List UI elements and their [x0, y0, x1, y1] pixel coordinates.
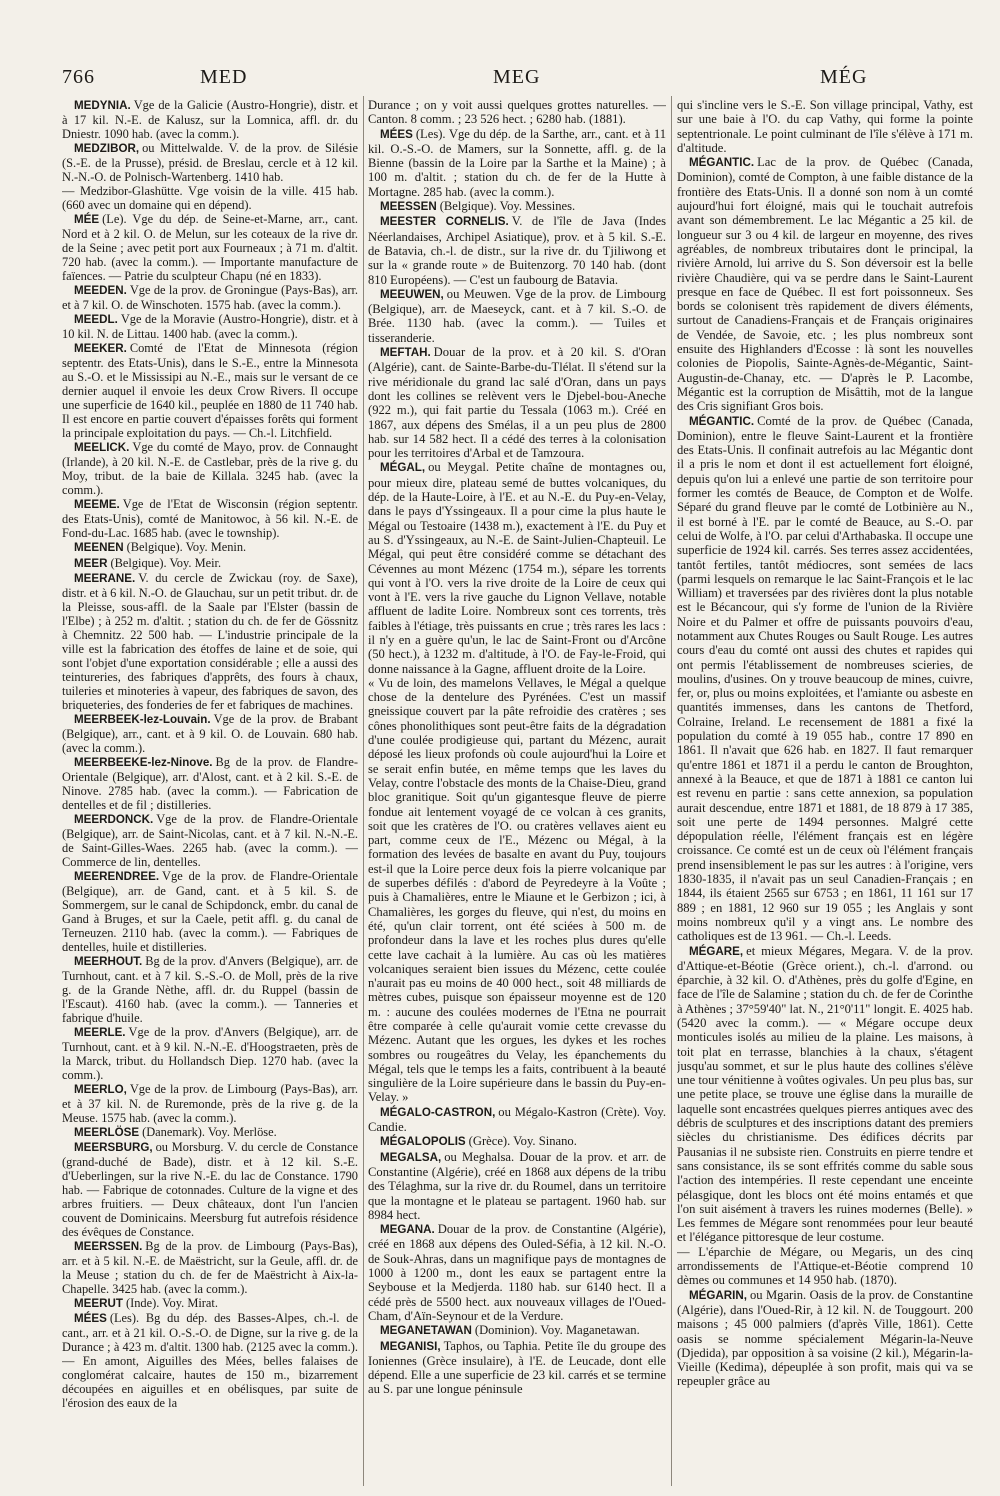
entry-headword: MEEDEN. — [74, 284, 127, 298]
entry-text: V. de l'île de Java (Indes Néerlandaises, Archipel Asiatique), prov. et à 5 kil. S.-E. de Batavia, ch.-l. de distr., sur la rive dr. du Tjiliwong et sur la « grande route » de Buitenzorg. 70 140 hab. (dont 810 Européens). — C'est un faubourg de Batavia. — [368, 214, 666, 287]
entry-text: (Danemark). Voy. Merlöse. — [142, 1125, 277, 1140]
entry-text: — L'éparchie de Mégare, ou Megaris, un des cinq arrondissements de l'Attique-et-Béotie comprend 10 dèmes ou communes et 14 950 hab. (1870). — [677, 1244, 973, 1288]
entry-text: — Medzibor-Glashütte. Vge voisin de la ville. 415 hab. (660 avec un domaine qui en dépend). — [62, 184, 358, 213]
dictionary-entry — [62, 712, 358, 755]
dictionary-entry — [62, 755, 358, 812]
entry-headword: MEERLO, — [74, 1083, 127, 1097]
entry-headword: MEERHOUT. — [74, 954, 143, 968]
dictionary-entry — [62, 1140, 358, 1239]
dictionary-entry — [62, 312, 358, 341]
entry-headword: MEFTAH. — [380, 346, 431, 360]
entry-headword: MEERSBURG, — [74, 1141, 153, 1155]
entry-headword: MEERBEEK-lez-Louvain. — [74, 712, 211, 726]
dictionary-entry — [368, 1323, 666, 1338]
entry-headword: MEGANETAWAN — [380, 1324, 472, 1338]
entry-text: Vge de la prov. d'Anvers (Belgique), arr. de Turnhout, cant. et à 9 kil. N.-N.-E. d'Hoogstraeten, près de la Marck, tribut. du Hollandsch Diep. 1270 hab. (avec la comm.). — [62, 1025, 358, 1083]
entry-text: Vge de la prov. de Groningue (Pays-Bas), arr. et à 7 kil. O. de Winschoten. 1575 hab. (avec la comm.). — [62, 283, 358, 313]
entry-headword: MÉES — [74, 1312, 107, 1326]
entry-text: Vge de la prov. de Limbourg (Pays-Bas), arr. et à 37 kil. N. de Ruremonde, près de la rive g. de la Meuse. 1575 hab. (avec la comm.). — [62, 1082, 358, 1126]
dictionary-entry — [368, 460, 666, 675]
entry-headword: MÉGARIN, — [689, 1288, 747, 1302]
column-rule-1 — [363, 96, 364, 1486]
dictionary-entry — [368, 199, 666, 214]
entry-text: ou Morsburg. V. du cercle de Constance (grand-duché de Bade), distr. et à 12 kil. S.-E. d'Ueberlingen, sur la rive N.-E. du lac de Constance. 1790 hab. — Fabrique de cotonnades. Culture de la vigne et des arbres fruitiers. — Deux châteaux, dont l'un l'ancien couvent de Dominicains. Meersburg fut autrefois résidence des évêques de Constance. — [62, 1140, 358, 1240]
entry-text: (Belgique). Voy. Meir. — [110, 555, 222, 570]
dictionary-entry — [677, 944, 973, 1245]
entry-headword: MEGANISI, — [380, 1339, 441, 1353]
entry-text: Vge de la prov. de Brabant (Belgique), arr., cant. et à 9 kil. O. de Louvain. 680 hab. (avec la comm.). — [62, 711, 358, 755]
entry-headword: MEEDL. — [74, 313, 118, 327]
dictionary-entry — [368, 345, 666, 460]
dictionary-entry — [62, 869, 358, 954]
entry-text: qui s'incline vers le S.-E. Son village principal, Vathy, est sur une baie à l'O. du cap Vathy, qui forme la pointe septentrionale. Le point culminant de l'île s'élève à 171 m. d'altitude. — [677, 98, 973, 155]
entry-text: Vge de la Moravie (Austro-Hongrie), distr. et à 10 kil. N. de Littau. 1400 hab. (avec la comm.). — [62, 312, 358, 342]
dictionary-entry — [368, 214, 666, 286]
dictionary-entry — [62, 212, 358, 283]
entry-headword: MÉES — [380, 127, 413, 141]
column-rule-2 — [671, 96, 672, 1486]
entry-text: Taphos, ou Taphia. Petite île du groupe des Ioniennes (Grèce insulaire), à l'E. de Leucade, dont elle dépend. Elle a une superficie de 23 kil. carrés et se termine au S. par une longue péninsule — [368, 1338, 666, 1397]
entry-headword: MEESTER CORNELIS. — [380, 215, 509, 229]
entry-text: Vge de la prov. de Flandre-Orientale (Belgique), arr. de Saint-Nicolas, cant. et à 7 kil. N.-N.-E. de Saint-Gilles-Waes. 2265 hab. (avec la comm.). — Commerce de lin, dentelles. — [62, 811, 358, 869]
entry-text: (Les). Bg du dép. des Basses-Alpes, ch.-l. de cant., arr. et à 21 kil. O.-S.-O. de Digne, sur la rive g. de la Durance ; à 423 m. d'altit. 1300 hab. (2125 avec la comm.). — En amont, Aiguilles des Mées, belles falaises de conglomérat calcaire, hautes de 150 m., bizarrement découpées en aiguilles et en obélisques, par suite de l'érosion des eaux de la — [62, 1311, 358, 1411]
entry-text: (Les). Vge du dép. de la Sarthe, arr., cant. et à 11 kil. O.-S.-O. de Mamers, sur la Sonnette, affl. g. de la Bienne (bassin de la Loire par la Sarthe et la Maine) ; à 100 m. d'altit. ; station du ch. de fer de la Hutte à Mortagne. 285 hab. (avec la comm.). — [368, 126, 666, 199]
entry-text: Lac de la prov. de Québec (Canada, Dominion), comté de Compton, à une faible distance de la frontière des Etats-Unis. Il a donné son nom à un comté aujourd'hui fort éloigné, mais qui le touchait autrefois avant son démembrement. Le lac Mégantic a 25 kil. de longueur sur 3 ou 4 kil. de largeur en moyenne, des rives agréables, de nombreux tributaires dont le principal, la rivière Arnold, lui arrive du S. Son déversoir est la belle rivière Chaudière, qui va se perdre dans le Saint-Laurent presque en face de Québec. Il est fort poissonneux. Ses bords se colonisent très rapidement de divers éléments, surtout de Canadiens-Français et de Français originaires de Vendée, de Savoie, etc. ; les plus nombreux sont ensuite des Highlanders d'Ecosse : là sont les nouvelles colonies de Piopolis, Sainte-Agnès-de-Mégantic, Saint-Augustin-de-Chanay, etc. — D'après le P. Lacombe, Mégantic est la corruption de Misâttih, mot de la langue des Cris signifiant Gros bois. — [677, 155, 973, 414]
entry-text: ou Meghalsa. Douar de la prov. et arr. de Constantine (Algérie), créé en 1868 aux dépens de la tribu des Télaghma, sur la rive dr. du Roumel, dans un territoire que la montagne et le plateau se partagent. 1960 hab. sur 8984 hect. — [368, 1149, 666, 1222]
entry-headword: MEERANE. — [74, 571, 136, 585]
entry-text: Vge du comté de Mayo, prov. de Connaught (Irlande), à 20 kil. N.-E. de Castlebar, près de la rive g. du Moy, tribut. de la baie de Killala. 3245 hab. (avec la comm.). — [62, 440, 358, 498]
text-column-1 — [62, 98, 358, 1483]
entry-text: et mieux Mégares, Megara. V. de la prov. d'Attique-et-Béotie (Grèce orient.), ch.-l. d'arrond. ou éparchie, à 32 kil. O. d'Athènes, près du golfe d'Egine, en face de l'île de Salamine ; station du ch. de fer de Corinthe à Athènes ; 37°59'40" lat. N., 21°0'11" longit. E. 4025 hab. (5420 avec la comm.). — « Mégare occupe deux monticules isolés au milieu de la plaine. Les maisons, à toit plat en terrasse, blanchies à la chaux, s'étagent jusqu'au sommet, et sur le plus haute des collines s'élève une tour vénitienne à voûtes ogivales. Un peu plus bas, sur une petite place, se trouve une église dans la muraille de laquelle sont encastrées quelques pierres antiques avec des débris de sculptures et des inscriptions datant des premiers siècles du christianisme. Des édifices décrits par Pausanias il ne subsiste rien. Construits en pierre tendre et sans consistance, ils se sont effrités comme du sable sous l'action des intempéries. Il reste cependant une enceinte pélasgique, dont les blocs ont été moins entamés et que l'on suit aisément à travers les ruines modernes (Belle). » Les femmes de Mégare sont renommées pour leur beauté et l'élégance pittoresque de leur costume. — [677, 943, 973, 1245]
dictionary-entry — [62, 1296, 358, 1311]
dictionary-entry — [677, 98, 973, 155]
dictionary-entry — [62, 1311, 358, 1410]
entry-headword: MEERDONCK. — [74, 812, 154, 826]
dictionary-entry — [62, 556, 358, 571]
entry-headword: MEEKER. — [74, 342, 127, 356]
running-head-center: MEG — [493, 66, 541, 88]
entry-headword: MEERLÖSE — [74, 1126, 140, 1140]
entry-headword: MÉGAL, — [380, 461, 426, 475]
entry-text: Vge de la prov. de Flandre-Orientale (Belgique), arr. de Gand, cant. et à 5 kil. S. de Sommergem, sur le canal de Schipdonck, embr. du canal de Gand à Bruges, et sur la Caele, petit affl. g. du canal de Terneuzen. 2110 hab. (avec la comm.). — Fabriques de dentelles, huile et distilleries. — [62, 868, 358, 954]
entry-headword: MEELICK. — [74, 441, 130, 455]
entry-headword: MÉGANTIC. — [689, 414, 755, 428]
dictionary-entry — [677, 1245, 973, 1288]
dictionary-entry — [62, 98, 358, 141]
entry-headword: MEERBEEKE-lez-Ninove. — [74, 755, 213, 769]
dictionary-entry — [62, 341, 358, 440]
entry-headword: MEERUT — [74, 1297, 123, 1311]
entry-headword: MÉGARE, — [689, 944, 744, 958]
dictionary-entry — [62, 497, 358, 540]
entry-text: Douar de la prov. de Constantine (Algérie), créé en 1868 aux dépens des Ouled-Séfia, à 12 kil. N.-O. de Souk-Ahras, dans un magnifique pays de montagnes de 1000 à 1200 m., dont les eaux se partagent entre la Seybouse et la Medjerda. 1180 hab. sur 6140 hect. Il a cédé près de 5500 hect. aux nouveaux villages de l'Oued-Cham, d'Aïn-Seynour et de la Verdure. — [368, 1222, 666, 1323]
dictionary-entry — [368, 98, 666, 127]
dictionary-entry — [368, 1222, 666, 1323]
entry-text: Comté de l'Etat de Minnesota (région septentr. des Etats-Unis), dans le S.-E., entre la Minnesota au S.-O. et le Mississipi au N.-E., mais sur le versant de ce dernier auquel il envoie les deux Crow Rivers. Il occupe une superficie de 1640 kil., peuplée en 1880 de 11 740 hab. Il est encore en partie couvert d'épaisses forêts qui forment la principale exploitation du pays. — Ch.-l. Litchfield. — [62, 341, 358, 441]
entry-headword: MEEME. — [74, 498, 120, 512]
entry-text: (Grèce). Voy. Sinano. — [468, 1134, 577, 1149]
entry-text: (Inde). Voy. Mirat. — [125, 1296, 218, 1311]
entry-headword: MEGALSA, — [380, 1150, 442, 1164]
entry-text: Bg de la prov. d'Anvers (Belgique), arr. de Turnhout, cant. et à 7 kil. S.-S.-O. de Moll, près de la rive g. de la Grande Nèthe, affl. dr. du Ruppel (bassin de l'Escaut). 4160 hab. (avec la comm.). — Tanneries et fabrique d'huile. — [62, 953, 358, 1025]
dictionary-entry — [62, 1125, 358, 1140]
dictionary-entry — [368, 1134, 666, 1149]
entry-text: (Le). Vge du dép. de Seine-et-Marne, arr., cant. Nord et à 2 kil. O. de Melun, sur les coteaux de la rive dr. de la Seine ; avec petit port aux Fourneaux ; à 71 m. d'altit. 720 hab. (avec la comm.). — Importante manufacture de faïences. — Patrie du sculpteur Chapu (né en 1833). — [62, 212, 358, 284]
dictionary-entry — [62, 1239, 358, 1296]
running-head-right: MÉG — [820, 66, 868, 88]
entry-text: ou Meuwen. Vge de la prov. de Limbourg (Belgique), arr. de Maeseyck, cant. et à 7 kil. S.-O. de Brée. 1130 hab. (avec la comm.). — Tuiles et tisseranderie. — [368, 286, 666, 345]
entry-text: Comté de la prov. de Québec (Canada, Dominion), entre le fleuve Saint-Laurent et la frontière des Etats-Unis. Il confinait autrefois au lac Mégantic dont il a pris le nom et dont il est actuellement fort éloigné, depuis qu'on lui a enlevé une partie de son territoire pour former les comtés de Beauce, de Compton et de Wolfe. Séparé du grand fleuve par le comté de Lotbinière au N., il est borné à l'E. par le comté de Beauce, au S.-O. par celui de Wolfe, à l'O. par celui d'Arthabaska. Il occupe une superficie de 1924 kil. carrés. Ses terres assez accidentées, tantôt fertiles, tantôt médiocres, sont semées de lacs (parmi lesquels on remarque le lac Saint-François et le lac William) et traversées par des rivières dont la plus notable est le Bécancour, qui s'y forme de l'union de la Rivière Noire et du Palmer et offre de puissants pouvoirs d'eau, notamment aux Chutes Rouges ou Sault Rouge. Les autres cours d'eau du comté ont aussi des chutes et rapides qui ont permis l'établissement de nombreuses scieries, de moulins, d'usines. On y trouve beaucoup de mines, cuivre, fer, or, plus ou moins exploitées, et l'amiante ou asbeste en quantités immenses, dans les cantons de Thetford, Colraine, Ireland. Le recensement de 1881 a fixé la population du comté à 19 055 hab., contre 17 890 en 1861. Il n'avait que 626 hab. en 1827. Il faut remarquer qu'entre 1861 et 1871 il a perdu le canton de Broughton, annexé à la Beauce, et que de 1871 à 1881 ce canton lui est revenu en partie : sans cette annexion, sa population aurait descendue, entre 1871 et 1881, de 18 879 à 17 385, soit une perte de 1494 personnes. Malgré cette dépopulation réelle, l'élément français est en légère croissance. Ce comté est un de ceux où l'élément français prend insensiblement le pas sur les autres : à l'origine, vers 1830-1835, il n'avait pas un seul Canadien-Français ; en 1844, ils étaient 2565 sur 6753 ; en 1861, 11 161 sur 17 889 ; en 1881, 12 960 sur 19 055 ; les Anglais y sont moins nombreux qu'il y a vingt ans. Le nombre des catholiques est de 13 961. — Ch.-l. Leeds. — [677, 413, 973, 944]
dictionary-entry — [62, 141, 358, 184]
entry-headword: MEERLE. — [74, 1026, 126, 1040]
dictionary-entry — [368, 1150, 666, 1222]
dictionary-entry — [677, 414, 973, 944]
page-number: 766 — [62, 66, 95, 88]
entry-headword: MÉE — [74, 213, 100, 227]
entry-text: V. du cercle de Zwickau (roy. de Saxe), distr. et à 6 kil. N.-O. de Glauchau, sur un petit tribut. dr. de la Pleisse, sous-affl. de la Saale par l'Elster (bassin de l'Elbe) ; à 252 m. d'altit. ; station du ch. de fer de Gössnitz à Chemnitz. 22 500 hab. — L'industrie principale de la ville est la fabrication des étoffes de laine et de soie, qui sont l'objet d'une exportation considérable ; elle a aussi des teintureries, des fabriques d'apprêts, des fours à chaux, tuileries et minoteries à vapeur, des fabriques de savon, des briqueteries, des fonderies de fer et fabriques de machines. — [62, 570, 358, 712]
dictionary-entry — [62, 1082, 358, 1125]
dictionary-entry — [62, 1025, 358, 1082]
text-column-2 — [368, 98, 666, 1483]
entry-text: ou Meygal. Petite chaîne de montagnes ou, pour mieux dire, plateau semé de buttes volcaniques, du dép. de la Haute-Loire, à l'E. et au N.-E. du Puy-en-Velay, dans le pays d'Yssingeaux. Il a pour cime la plus haute le Mégal ou Testoaire (1438 m.), exactement à l'E. du Puy et au S. d'Yssingeaux, au N.-E. de Saint-Julien-Chapteuil. Le Mégal, qui peut être considéré comme se détachant des Cévennes au mont Mézenc (1754 m.), sépare les torrents qui vont à l'O. vers la rive droite de la Loire de ceux qui vont à l'E. vers la rive gauche du Lignon Vellave, notable affluent de ladite Loire. Nombreux sont ces torrents, très faibles à l'étiage, très puissants en crue ; très rares les lacs : il n'y en a guère qu'un, le lac de Saint-Front ou d'Arcône (50 hect.), à 1232 m. d'altitude, à l'O. de Fay-le-Froid, qui donne naissance à la Gagne, affluent droite de la Loire. — [368, 460, 666, 676]
entry-text: Bg de la prov. de Limbourg (Pays-Bas), arr. et à 5 kil. N.-E. de Maëstricht, sur la Geule, affl. dr. de la Meuse ; station du ch. de fer de Maëstricht à Aix-la-Chapelle. 3425 hab. (avec la comm.). — [62, 1239, 358, 1297]
dictionary-entry — [368, 1339, 666, 1397]
entry-text: « Vu de loin, des mamelons Vellaves, le Mégal a quelque chose de la dentelure des Pyrénées. C'est un massif gneissique couvert par la pâte refroidie des cratères ; ses cônes phonolithiques sont peut-être faits de la dégradation d'une coulée prodigieuse qui, partant du Mézenc, aurait déposé les lieux profonds où coule aujourd'hui la Loire et se serait enfin butée, en même temps que les laves du Velay, contre l'obstacle des monts de la Chaise-Dieu, grand bloc granitique. Soit qu'un gigantesque fleuve de pierre fondue ait lentement voyagé de ce volcan à ces granits, soit que les cratères de l'O. ou cratères vellaves aient eu part, comme ceux de l'E., Mézenc ou Mégal, à la formation des levées de basalte en avant du Puy, toujours est-il que la Loire perce deux fois la pierre volcanique par de superbes défilés : d'abord de Peyredeyre à la Voûte ; puis à Chamalières, entre le Miaune et le Gerbizon ; ici, à Chamalières, les gorges du fleuve, qui n'est, du moins en été, qu'un clair torrent, ont été sciées à 500 m. de profondeur dans la lave et les roches plus dures qu'elle cette lave cachait à la lumière. Au cas où les matières volcaniques seraient bien issues du Mézenc, cette coulée n'aurait pas eu moins de 40 000 hect., soit 48 milliards de mètres cubes, puisque son épaisseur moyenne est de 120 m. : aucune des coulées modernes de l'Etna ne pourrait être comparée à celle qu'aurait vomie cette crevasse du Mézenc. Autant que les orgues, les dykes et les roches sombres ou rougeâtres du Velay, les épanchements du Mégal, tels que le temps les a faits, contribuent à la beauté singulière de la Loire supérieure dans le bassin du Puy-en-Velay. » — [368, 675, 666, 1105]
dictionary-entry — [62, 440, 358, 497]
entry-headword: MÉGALO-CASTRON, — [380, 1105, 496, 1119]
dictionary-entry — [62, 571, 358, 712]
entry-text: ou Mgarin. Oasis de la prov. de Constantine (Algérie), dans l'Oued-Rir, à 12 kil. N. de Touggourt. 200 maisons ; 45 000 palmiers (d'après Ville, 1861). Cette oasis se nomme spécialement Mégarin-la-Neuve (Djedida), par opposition à sa voisine (2 kil.), Mégarin-la-Vieille (Kedima), dépeuplée à son profit, mais qui va se repeupler grâce au — [677, 1287, 973, 1389]
dictionary-entry — [368, 676, 666, 1105]
entry-headword: MEGANA. — [380, 1223, 435, 1237]
entry-text: (Belgique). Voy. Menin. — [126, 540, 247, 555]
dictionary-entry — [368, 1105, 666, 1135]
entry-text: Douar de la prov. et à 20 kil. S. d'Oran (Algérie), cant. de Sainte-Barbe-du-Tlélat. Il s'étend sur la rive méridionale du grand lac salé d'Oran, dans un pays dont les collines se relèvent vers le Djebel-bou-Aneche (922 m.), qui fait partie du Tessala (1063 m.). Créé en 1867, aux dépens des Smélas, il a un peu plus de 2800 hab. sur 14 582 hect. Il a cédé des terres à la colonisation pour les territoires d'Arbal et de Tamzoura. — [368, 345, 666, 461]
running-head-left: MED — [200, 66, 248, 88]
dictionary-entry — [368, 127, 666, 199]
dictionary-entry — [62, 540, 358, 555]
entry-text: ou Mégalo-Kastron (Crète). Voy. Candie. — [368, 1104, 666, 1135]
entry-headword: MEDZIBOR, — [74, 142, 140, 156]
entry-text: Vge de la Galicie (Austro-Hongrie), distr. et à 17 kil. N.-E. de Kalusz, sur la Lomnica, affl. dr. du Dniestr. 1090 hab. (avec la comm.). — [62, 98, 358, 142]
entry-text: Bg de la prov. de Flandre-Orientale (Belgique), arr. d'Alost, cant. et à 2 kil. S.-E. de Ninove. 2785 hab. (avec la comm.). — Fabrication de dentelles et de fil ; distilleries. — [62, 754, 358, 812]
dictionary-entry — [62, 954, 358, 1025]
text-column-3 — [677, 98, 973, 1483]
entry-text: (Belgique). Voy. Messines. — [439, 199, 576, 214]
entry-headword: MEER — [74, 556, 108, 570]
entry-text: (Dominion). Voy. Maganetawan. — [474, 1323, 640, 1338]
entry-headword: MÉGALOPOLIS — [380, 1135, 466, 1149]
dictionary-entry — [62, 283, 358, 312]
dictionary-entry — [677, 155, 973, 413]
entry-text: Vge de l'Etat de Wisconsin (région septentr. des Etats-Unis), comté de Manitowoc, à 56 kil. N.-E. de Fond-du-Lac. 1685 hab. (avec le township). — [62, 497, 358, 541]
dictionary-entry — [62, 184, 358, 212]
entry-headword: MEEUWEN, — [380, 287, 444, 301]
entry-headword: MEERSSEN. — [74, 1240, 143, 1254]
entry-headword: MEDYNIA. — [74, 99, 131, 112]
entry-text: ou Mittelwalde. V. de la prov. de Silésie (S.-E. de la Prusse), présid. de Breslau, cercle et à 12 kil. N.-N.-O. de Polnisch-Wartenberg. 1410 hab. — [62, 141, 358, 185]
dictionary-entry — [62, 812, 358, 869]
dictionary-entry — [368, 287, 666, 345]
entry-headword: MEENEN — [74, 541, 124, 555]
dictionary-entry — [677, 1288, 973, 1389]
entry-text: Durance ; on y voit aussi quelques grottes naturelles. — Canton. 8 comm. ; 23 526 hect. ; 6280 hab. (1881). — [368, 98, 666, 127]
entry-headword: MEESSEN — [380, 200, 437, 214]
entry-headword: MEERENDREE. — [74, 869, 160, 883]
entry-headword: MÉGANTIC. — [689, 156, 755, 170]
